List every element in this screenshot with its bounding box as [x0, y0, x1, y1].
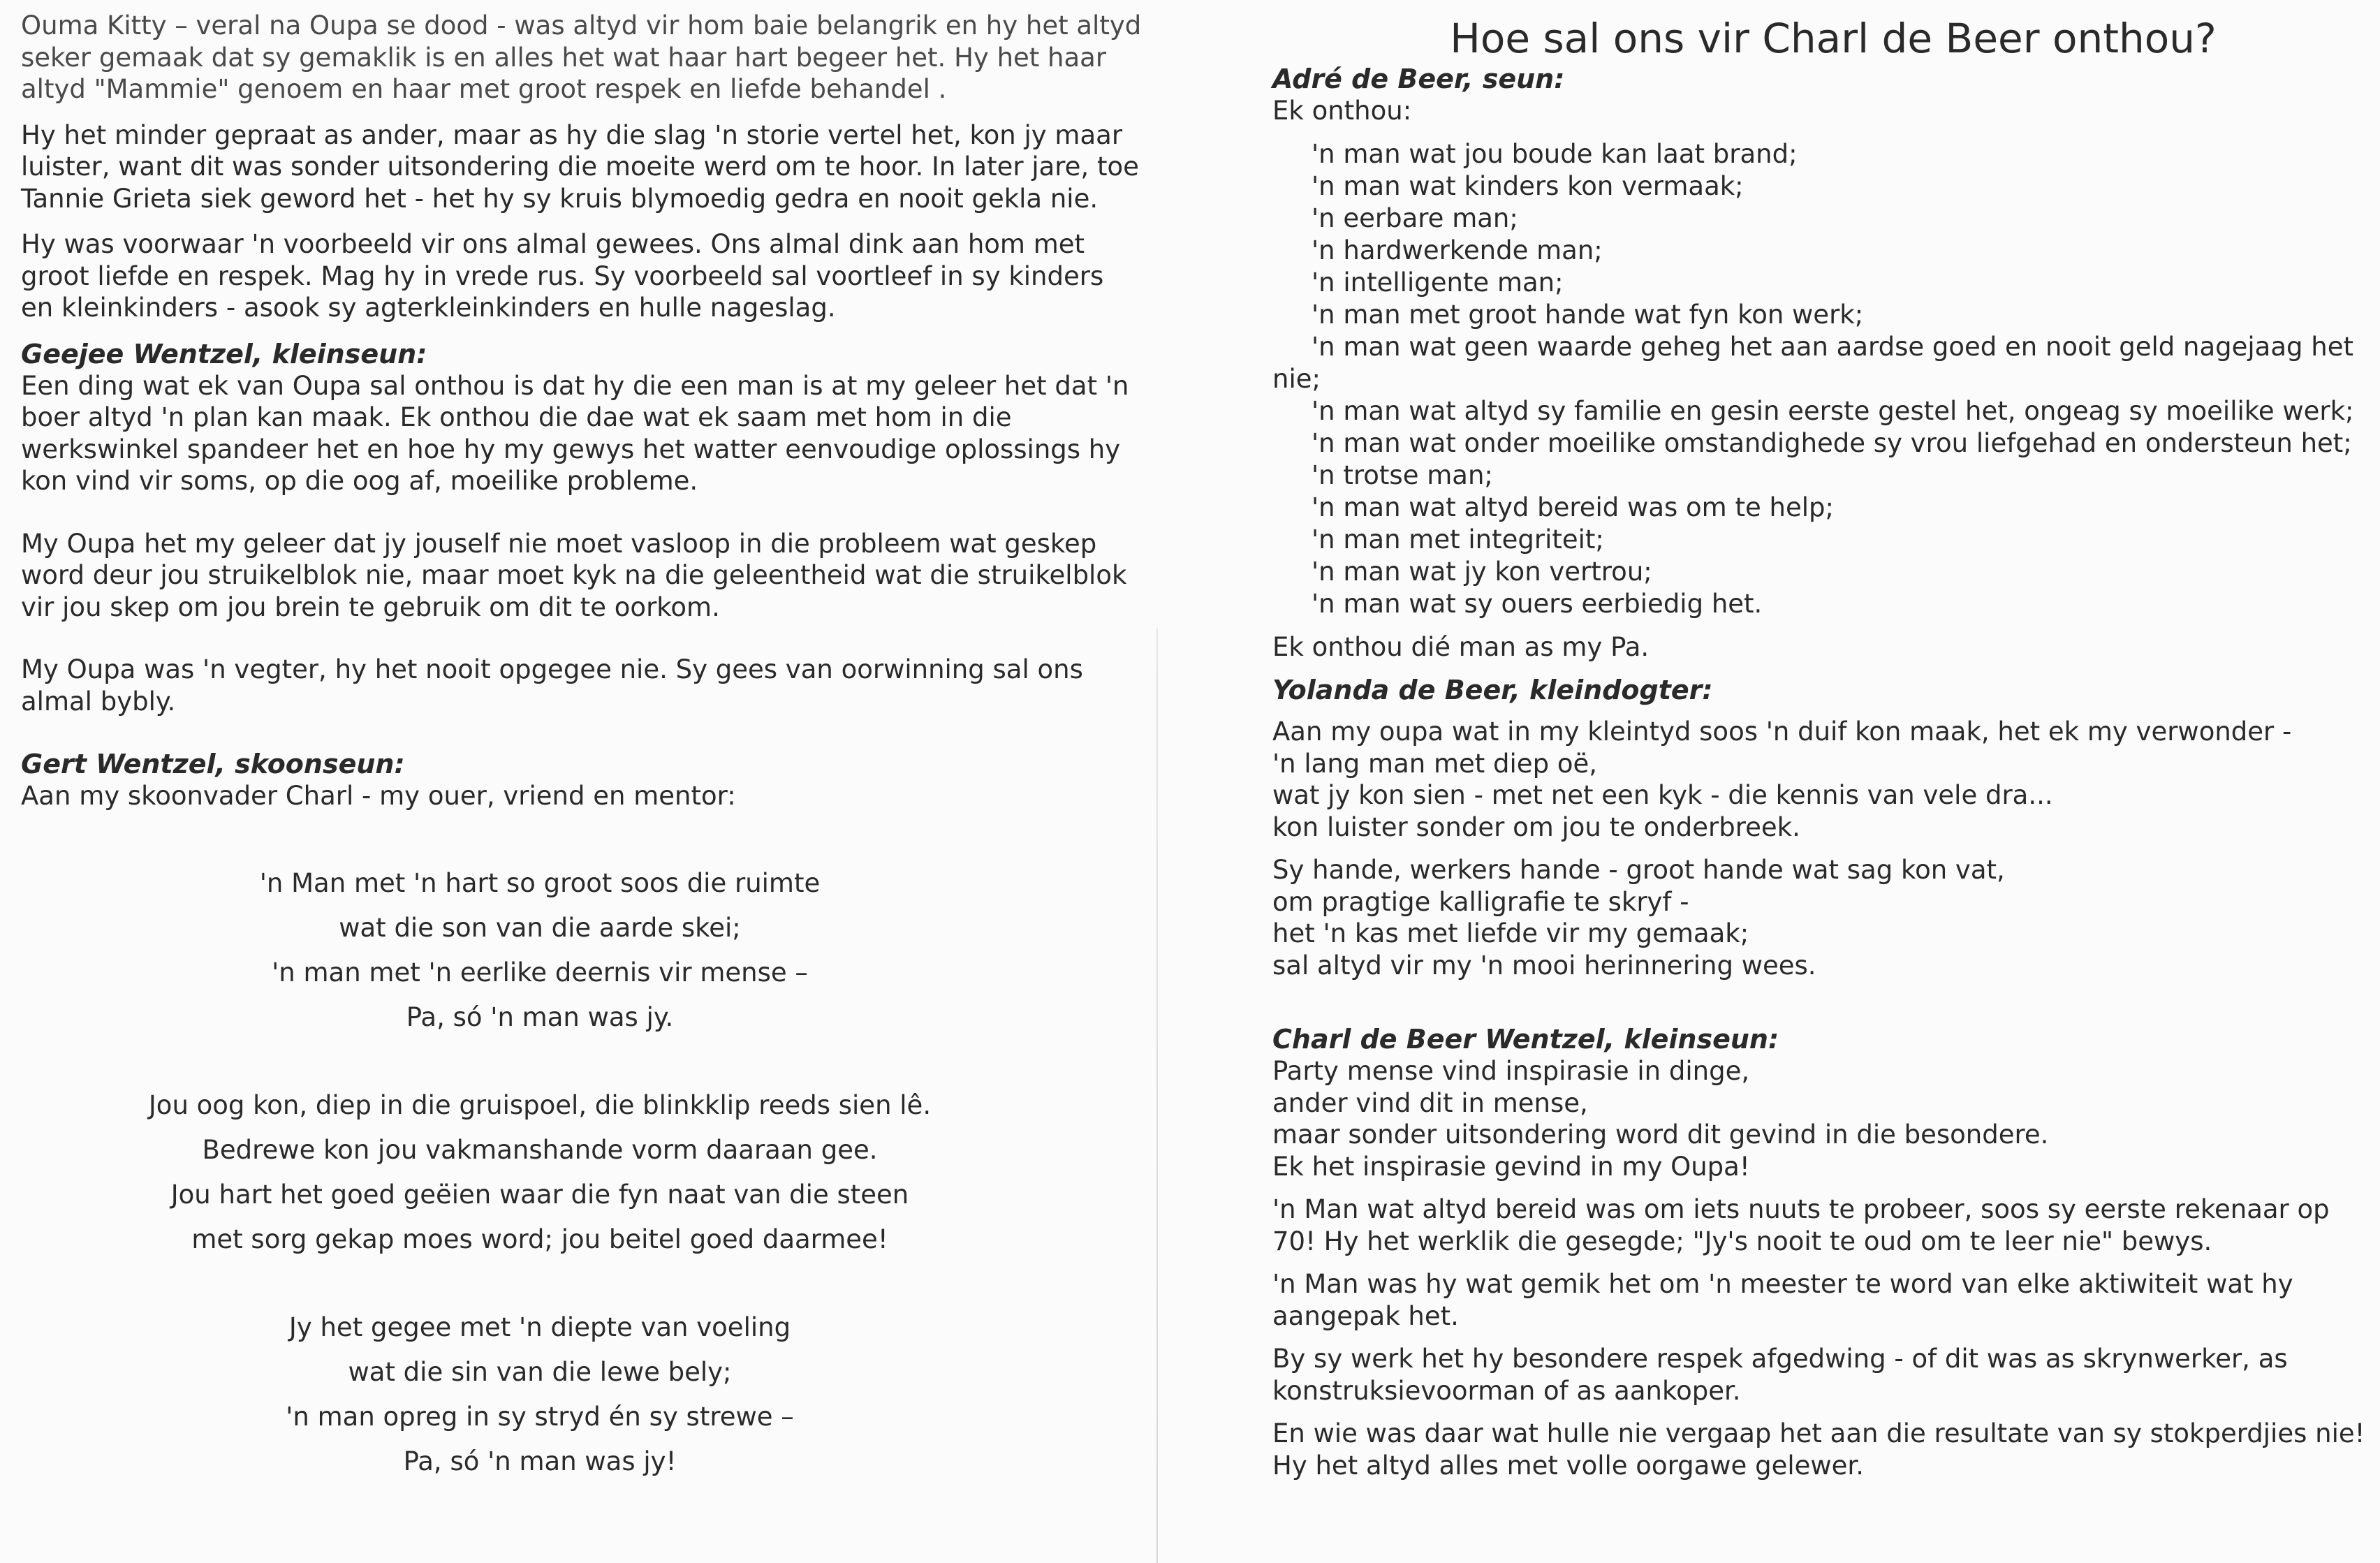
verse-line: het 'n kas met liefde vir my gemaak;	[1272, 918, 1749, 948]
poem-line: Jou hart het goed geëien waar die fyn naat van die steen	[170, 1179, 909, 1210]
section-heading-geejee: Geejee Wentzel, kleinseun:	[21, 338, 427, 369]
lead-line: Ek onthou:	[1272, 96, 1412, 126]
intro-paragraph: Ouma Kitty – veral na Oupa se dood - was altyd vir hom baie belangrik en hy het altyd seker gemaak dat sy gemaklik is en alles het wat haar hart begeer het. Hy het haar altyd "Mammie" genoem en haar met groot respek en liefde behandel .	[21, 10, 1142, 104]
intro-paragraph: Hy het minder gepraat as ander, maar as hy die slag 'n storie vertel het, kon jy maar luister, want dit was sonder uitsondering die moeite werd om te hoor. In later jare, toe Tannie Grieta siek geword het - het hy sy kruis blymoedig gedra en nooit gekla nie.	[21, 119, 1139, 214]
poem-stanza	[21, 1305, 1059, 1484]
verse-line: Ek het inspirasie gevind in my Oupa!	[1272, 1151, 1750, 1182]
verse-line: om pragtige kalligrafie te skryf -	[1272, 886, 1689, 917]
tribute-paragraph: En wie was daar wat hulle nie vergaap het aan die resultate van sy stokperdjies nie! Hy het altyd alles met volle oorgawe gelewer.	[1272, 1418, 2365, 1481]
verse-line: ander vind dit in mense,	[1272, 1087, 1588, 1118]
tribute-paragraph: My Oupa was 'n vegter, hy het nooit opgegee nie. Sy gees van oorwinning sal ons almal bybly.	[21, 654, 1083, 717]
section-heading-andre: Adré de Beer, seun:	[1272, 64, 1565, 94]
list-item: 'n man wat onder moeilike omstandighede sy vrou liefgehad en ondersteun het;	[1312, 427, 2352, 458]
tribute-paragraph: Een ding wat ek van Oupa sal onthou is dat hy die een man is at my geleer het dat 'n boer altyd 'n plan kan maak. Ek onthou die dae wat ek saam met hom in die werkswinkel spandeer het en hoe hy my gewys het watter eenvoudige oplossings hy kon vind vir soms, op die oog af, moeilike probleme.	[21, 370, 1129, 496]
poem-line: wat die sin van die lewe bely;	[348, 1356, 732, 1387]
list-item: 'n man wat geen waarde geheg het aan aardse goed en nooit geld nagejaag het nie;	[1272, 331, 2353, 394]
intro-paragraph: Hy was voorwaar 'n voorbeeld vir ons almal gewees. Ons almal dink aan hom met groot liefde en respek. Mag hy in vrede rus. Sy voorbeeld sal voortleef in sy kinders en kleinkinders - asook sy agterkleinkinders en hulle nageslag.	[21, 229, 1104, 323]
poem-line: wat die son van die aarde skei;	[339, 912, 741, 943]
list-item: 'n man met groot hande wat fyn kon werk;	[1312, 299, 1864, 330]
list-item: 'n trotse man;	[1312, 460, 1493, 490]
list-item: 'n eerbare man;	[1312, 203, 1518, 233]
section-heading-gert: Gert Wentzel, skoonseun:	[21, 749, 405, 779]
list-item: 'n man met integriteit;	[1312, 524, 1604, 555]
tribute-paragraph: By sy werk het hy besondere respek afgedwing - of dit was as skrynwerker, as konstruksievoorman of as aankoper.	[1272, 1344, 2288, 1406]
verse-line: sal altyd vir my 'n mooi herinnering wees.	[1272, 950, 1816, 981]
verse-stanza	[1272, 854, 2366, 981]
poem-line: Bedrewe kon jou vakmanshande vorm daaraan gee.	[202, 1134, 878, 1165]
poem-line: Jou oog kon, diep in die gruispoel, die blinkklip reeds sien lê.	[148, 1089, 932, 1120]
list-item: 'n man wat sy ouers eerbiedig het.	[1312, 588, 1763, 619]
poem-line: 'n man opreg in sy stryd én sy strewe –	[286, 1401, 794, 1432]
tribute-paragraph: 'n Man wat altyd bereid was om iets nuuts te probeer, soos sy eerste rekenaar op 70! Hy het werklik die gesegde; "Jy's nooit te oud om te leer nie" bewys.	[1272, 1194, 2330, 1256]
memory-list	[1272, 138, 2366, 620]
list-item: 'n man wat kinders kon vermaak;	[1312, 170, 1744, 201]
page-title: Hoe sal ons vir Charl de Beer onthou?	[1450, 15, 2217, 62]
verse-line: 'n lang man met diep oë,	[1272, 748, 1597, 779]
tribute-paragraph: My Oupa het my geleer dat jy jouself nie moet vasloop in die probleem wat geskep word deur jou struikelblok nie, maar moet kyk na die geleentheid wat die struikelblok vir jou skep om jou brein te gebruik om dit te oorkom.	[21, 528, 1127, 622]
poem-stanza	[21, 861, 1059, 1040]
verse-line: Party mense vind inspirasie in dinge,	[1272, 1056, 1750, 1086]
list-item: 'n man wat altyd bereid was om te help;	[1312, 492, 1834, 522]
list-item: 'n man wat altyd sy familie en gesin eerste gestel het, ongeag sy moeilike werk;	[1312, 395, 2354, 426]
poem	[21, 861, 1143, 1484]
poem-line: Pa, só 'n man was jy!	[403, 1446, 677, 1476]
section-heading-yolanda: Yolanda de Beer, kleindogter:	[1272, 675, 1713, 705]
verse-line: wat jy kon sien - met net een kyk - die kennis van vele dra...	[1272, 780, 2053, 810]
dedication-line: Aan my skoonvader Charl - my ouer, vriend en mentor:	[21, 781, 736, 811]
opening-lines	[1272, 1055, 2366, 1182]
poem-line: 'n man met 'n eerlike deernis vir mense –	[272, 957, 808, 988]
verse-line: maar sonder uitsondering word dit gevind in die besondere.	[1272, 1120, 2049, 1150]
verse-stanza	[1272, 716, 2366, 843]
poem-line: 'n Man met 'n hart so groot soos die ruimte	[259, 867, 821, 898]
right-page	[1159, 0, 2380, 1481]
list-item: 'n man wat jy kon vertrou;	[1312, 556, 1652, 587]
closing-line: Ek onthou dié man as my Pa.	[1272, 631, 1650, 662]
poem-stanza	[21, 1083, 1059, 1262]
left-page	[0, 0, 1159, 1527]
list-item: 'n intelligente man;	[1312, 267, 1564, 298]
verse-line: kon luister sonder om jou te onderbreek.	[1272, 812, 1800, 842]
verse-line: Aan my oupa wat in my kleintyd soos 'n duif kon maak, het ek my verwonder -	[1272, 717, 2292, 747]
verse-line: Sy hande, werkers hande - groot hande wat sag kon vat,	[1272, 855, 2005, 885]
list-item: 'n man wat jou boude kan laat brand;	[1312, 138, 1798, 169]
poem-line: Pa, só 'n man was jy.	[406, 1001, 674, 1032]
list-item: 'n hardwerkende man;	[1312, 235, 1603, 265]
poem-line: Jy het gegee met 'n diepte van voeling	[288, 1312, 791, 1342]
poem-line: met sorg gekap moes word; jou beitel goed daarmee!	[191, 1224, 888, 1254]
section-heading-charl: Charl de Beer Wentzel, kleinseun:	[1272, 1024, 1779, 1055]
tribute-paragraph: 'n Man was hy wat gemik het om 'n meester te word van elke aktiwiteit wat hy aangepak het.	[1272, 1269, 2293, 1331]
